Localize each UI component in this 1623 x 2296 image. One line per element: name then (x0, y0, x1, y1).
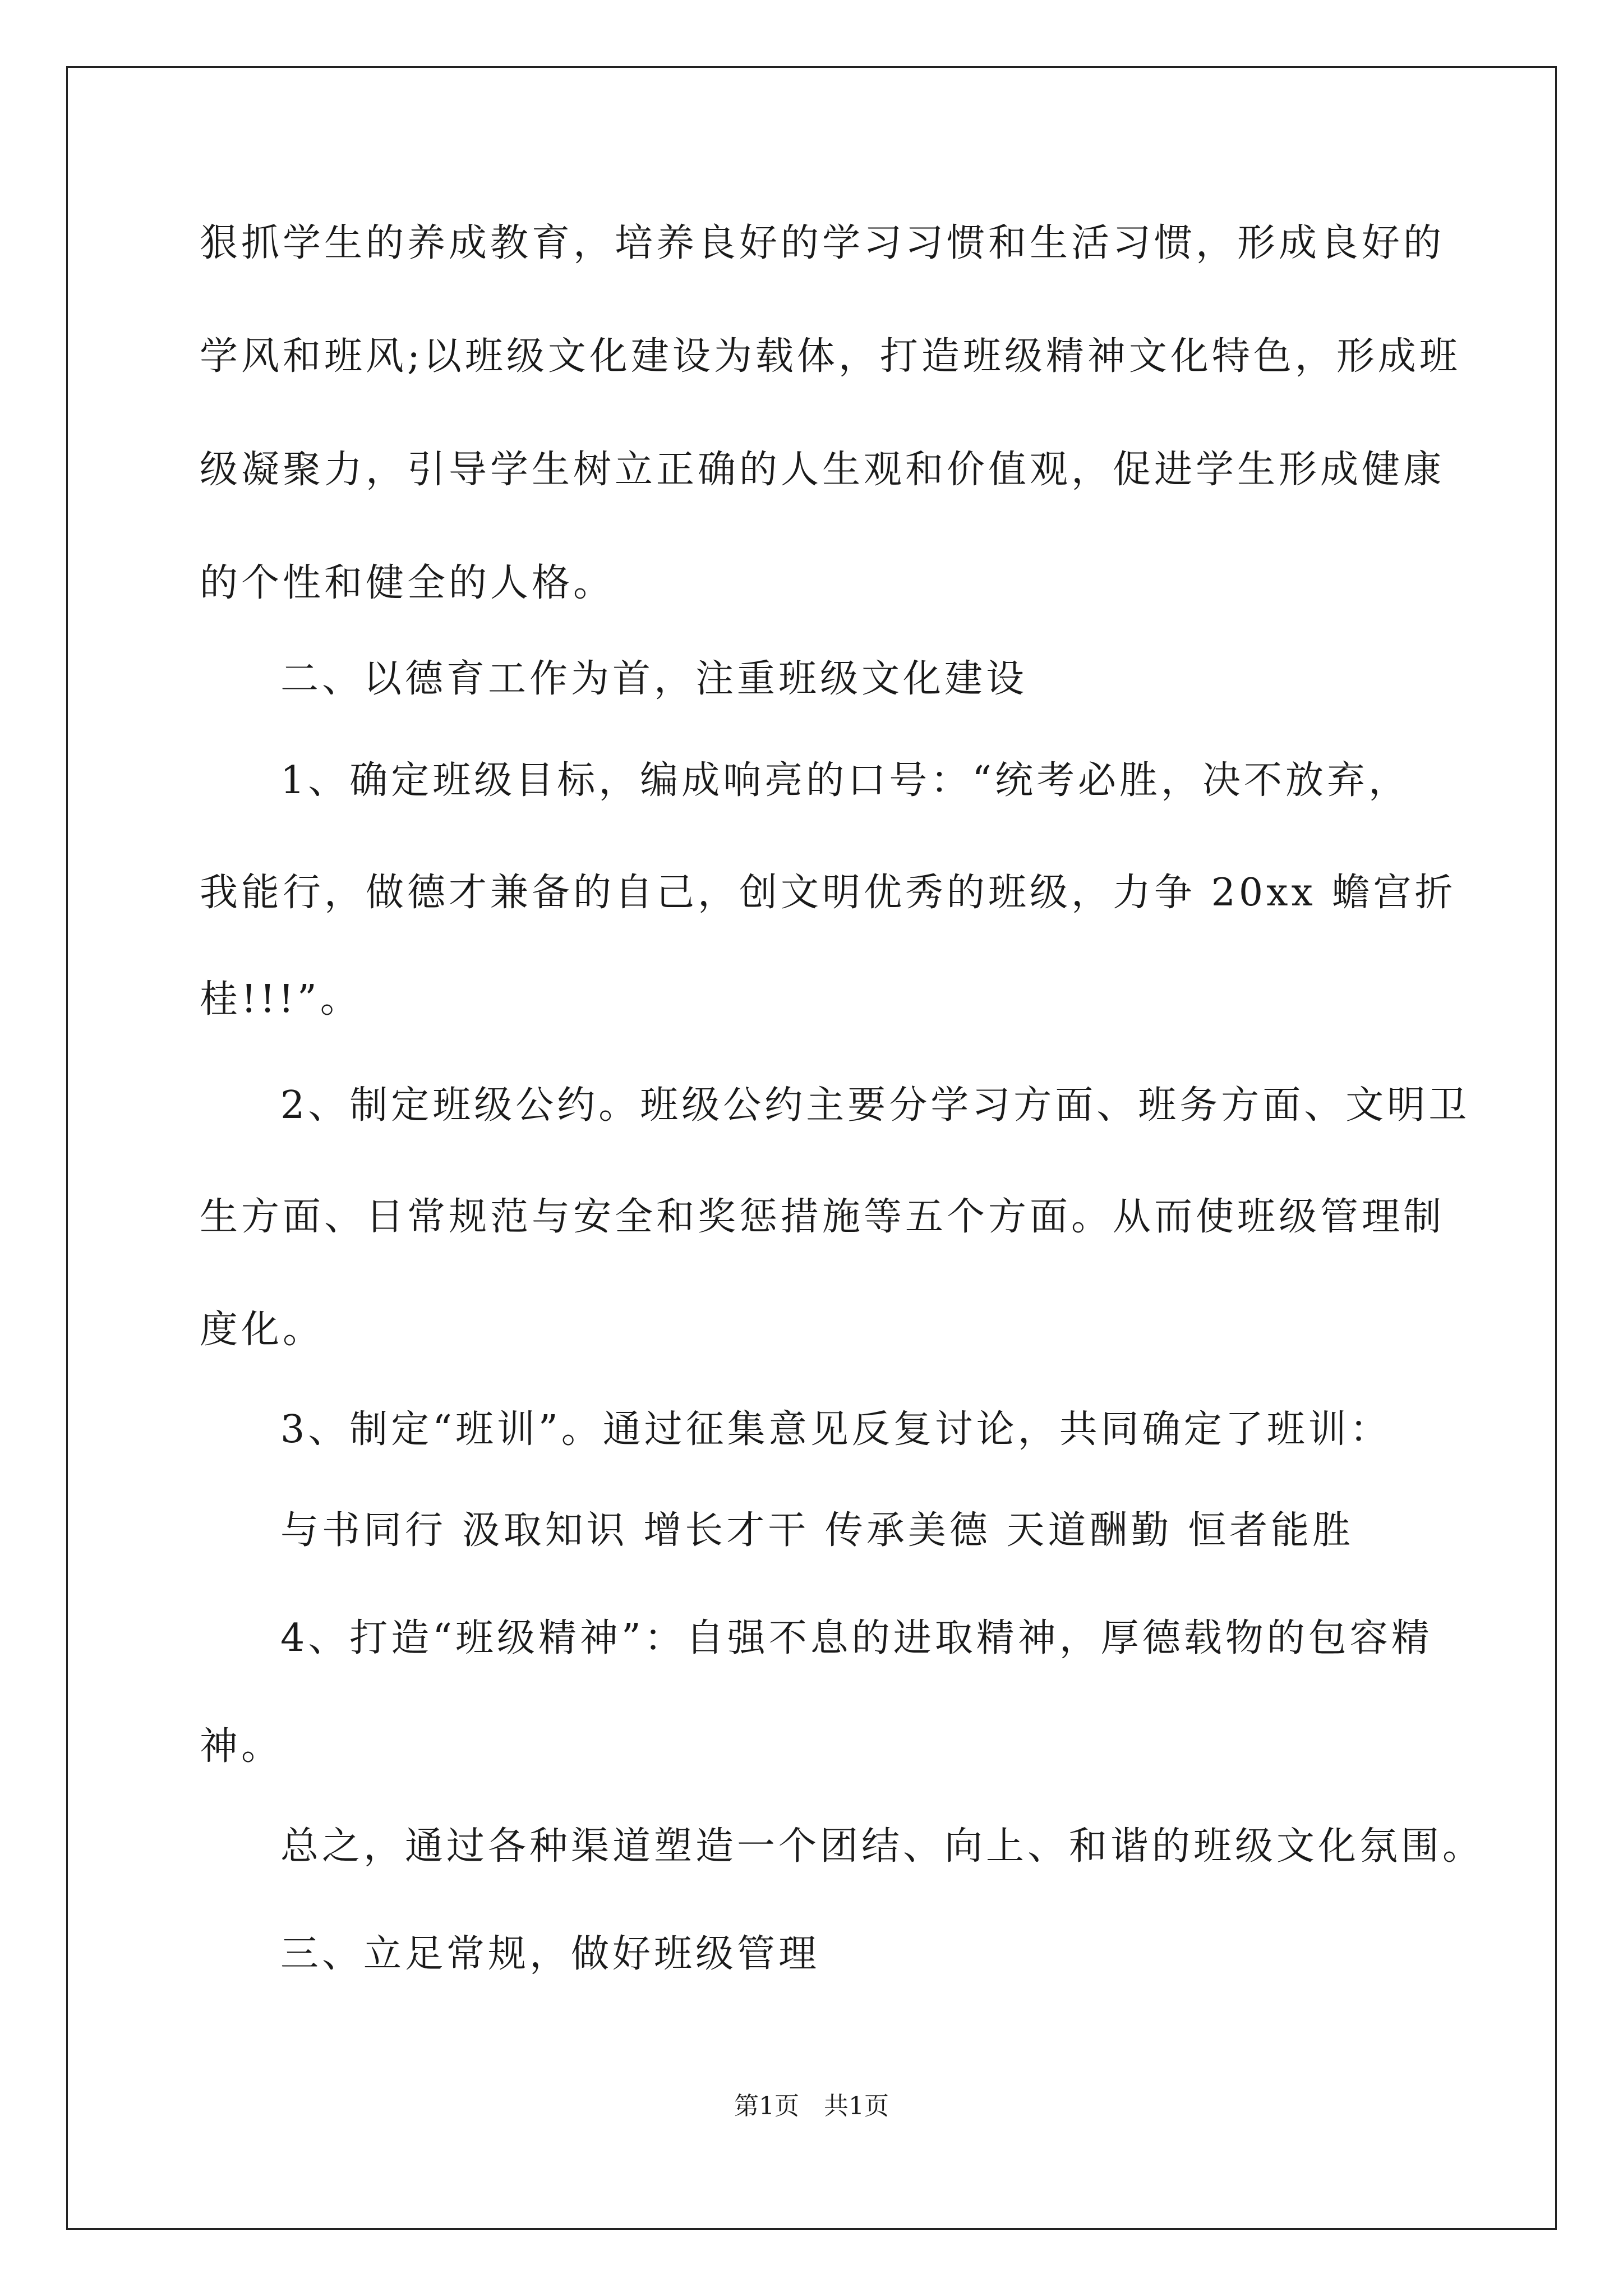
text-line: 狠抓学生的养成教育，培养良好的学习习惯和生活习惯，形成良好的 (200, 221, 1445, 265)
text-line: 生方面、日常规范与安全和奖惩措施等五个方面。从而使班级管理制 (200, 1195, 1445, 1239)
text-line: 我能行，做德才兼备的自己，创文明优秀的班级，力争 20xx 蟾宫折 (200, 871, 1456, 915)
section-heading: 三、立足常规，做好班级管理 (280, 1932, 820, 1976)
text-line: 2、制定班级公约。班级公约主要分学习方面、班务方面、文明卫 (280, 1083, 1470, 1128)
text-line: 3、制定“班训”。通过征集意见反复讨论，共同确定了班训： (280, 1407, 1391, 1452)
text-line: 度化。 (200, 1308, 325, 1352)
section-heading: 二、以德育工作为首，注重班级文化建设 (280, 657, 1028, 701)
page-border (66, 66, 1557, 2230)
class-motto: 与书同行 汲取知识 增长才干 传承美德 天道酬勤 恒者能胜 (280, 1508, 1354, 1553)
text-line: 总之，通过各种渠道塑造一个团结、向上、和谐的班级文化氛围。 (280, 1824, 1484, 1869)
text-line: 神。 (200, 1724, 283, 1769)
text-line: 1、确定班级目标，编成响亮的口号：“统考必胜，决不放弃， (280, 758, 1410, 803)
text-line: 的个性和健全的人格。 (200, 561, 615, 605)
text-line: 级凝聚力，引导学生树立正确的人生观和价值观，促进学生形成健康 (200, 448, 1445, 492)
text-line: 桂!!!”。 (200, 977, 362, 1022)
text-line: 学风和班风;以班级文化建设为载体，打造班级精神文化特色，形成班 (200, 334, 1461, 379)
page-footer: 第1页 共1页 (734, 2092, 889, 2120)
text-line: 4、打造“班级精神”：自强不息的进取精神，厚德载物的包容精 (280, 1616, 1433, 1660)
